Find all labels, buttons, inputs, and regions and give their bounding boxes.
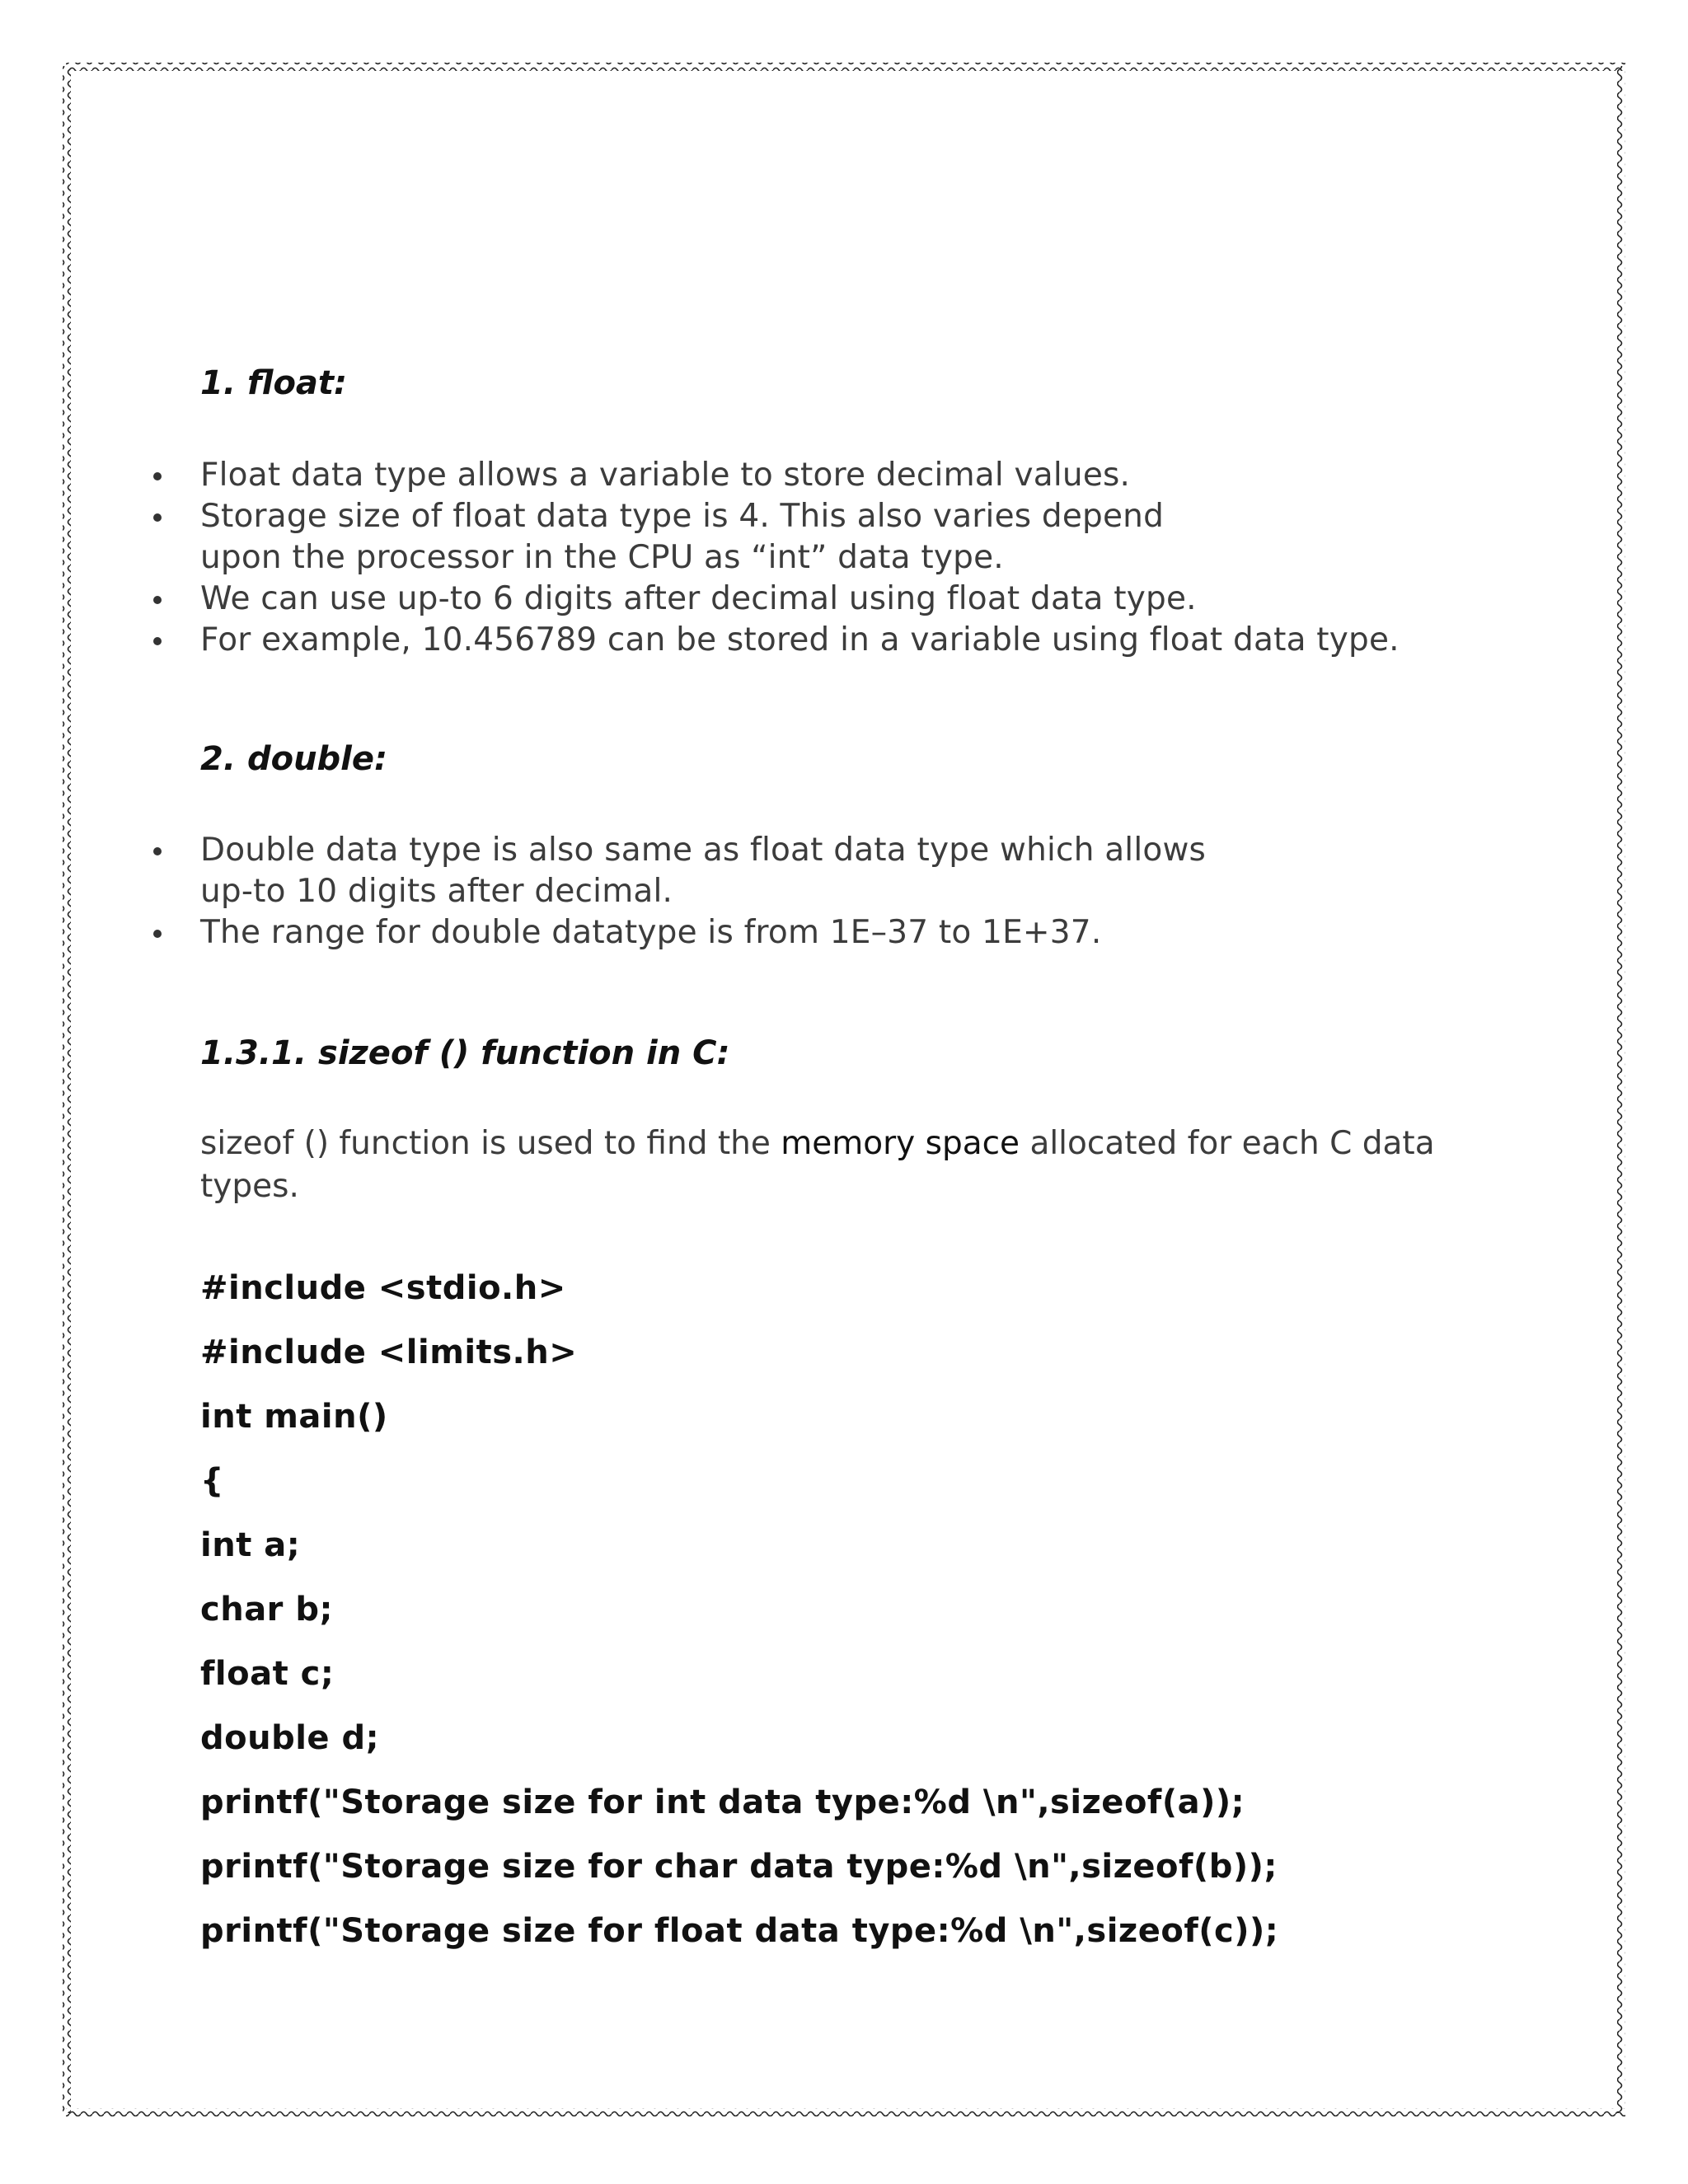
code-line: char b;: [200, 1591, 333, 1629]
code-line: #include <limits.h>: [200, 1333, 578, 1371]
bullet-icon: [153, 930, 162, 938]
float-bullet-list: [0, 455, 1484, 661]
list-item: We can use up-to 6 digits after decimal using float data type.: [0, 579, 1484, 620]
bullet-icon: [153, 637, 162, 645]
list-item: For example, 10.456789 can be stored in a variable using float data type.: [0, 620, 1484, 661]
double-bullet-list: [0, 830, 1484, 954]
bullet-icon: [153, 472, 162, 480]
code-line: {: [200, 1462, 224, 1500]
code-line: int main(): [200, 1398, 388, 1436]
heading-double: 2. double:: [200, 740, 388, 778]
bullet-icon: [153, 513, 162, 522]
list-item: Storage size of float data type is 4. This also varies depend upon the processor in the CPU as “int” data type.: [0, 496, 1484, 579]
list-item: Float data type allows a variable to store decimal values.: [0, 455, 1484, 496]
code-line: int a;: [200, 1526, 301, 1564]
heading-sizeof: 1.3.1. sizeof () function in C:: [200, 1034, 730, 1072]
memory-space-link[interactable]: memory space: [781, 1125, 1020, 1162]
bullet-icon: [153, 847, 162, 855]
code-line: printf("Storage size for char data type:%d \n",sizeof(b));: [200, 1848, 1278, 1886]
list-item: Double data type is also same as float data type which allows up-to 10 digits after decimal.: [0, 830, 1484, 912]
code-line: double d;: [200, 1719, 380, 1757]
heading-float: 1. float:: [200, 364, 348, 402]
code-line: printf("Storage size for int data type:%d \n",sizeof(a));: [200, 1783, 1245, 1821]
code-line: float c;: [200, 1655, 335, 1693]
sizeof-description: sizeof () function is used to find the memory space allocated for each C data types.: [200, 1125, 1435, 1205]
bullet-icon: [153, 596, 162, 604]
code-line: #include <stdio.h>: [200, 1269, 566, 1307]
list-item: The range for double datatype is from 1E–37 to 1E+37.: [0, 912, 1484, 954]
code-line: printf("Storage size for float data type:%d \n",sizeof(c));: [200, 1912, 1279, 1950]
